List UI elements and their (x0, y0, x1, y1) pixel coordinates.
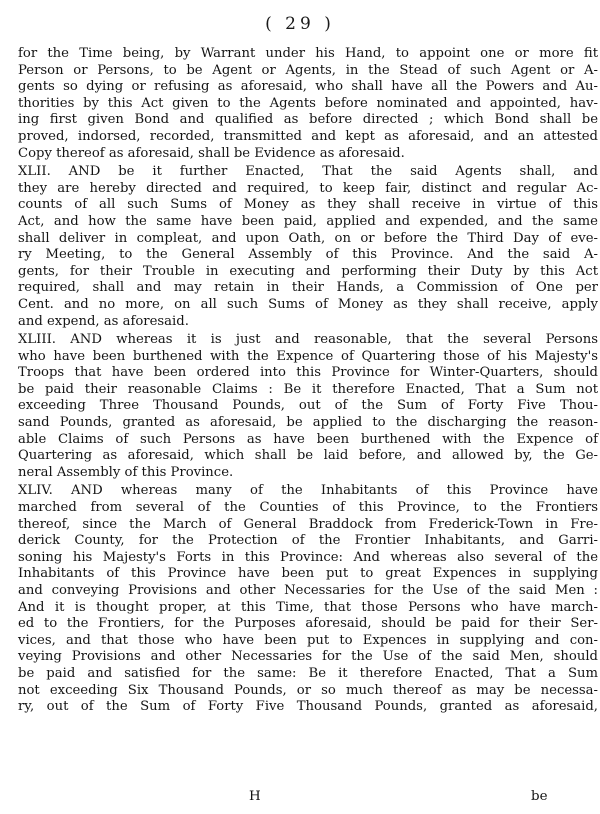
text-line: Quartering as aforesaid, which shall be laid before, and allowed by, the Ge- (18, 448, 598, 464)
catchword: be (531, 789, 548, 804)
text-line: thereof, since the March of General Braddock from Frederick-Town in Fre- (18, 516, 598, 532)
text-line: be paid and satisfied for the same: Be it therefore Enacted, That a Sum (18, 665, 598, 681)
text-line: XLIV. AND whereas many of the Inhabitants of this Province have (18, 483, 598, 499)
text-line: vices, and that those who have been put to Expences in supplying and con- (18, 632, 598, 648)
text-line: able Claims of such Persons as have been burthened with the Expence of (18, 431, 598, 447)
text-line: XLII. AND be it further Enacted, That the said Agents shall, and (18, 164, 598, 180)
text-line: counts of all such Sums of Money as they shall receive in virtue of this (18, 197, 598, 213)
text-line: XLIII. AND whereas it is just and reasonable, that the several Persons (18, 332, 598, 348)
text-line: who have been burthened with the Expence of Quartering those of his Majesty's (18, 348, 598, 364)
text-line: soning his Majesty's Forts in this Province: And whereas also several of the (18, 549, 598, 565)
text-line: And it is thought proper, at this Time, that those Persons who have march- (18, 599, 598, 615)
text-line: Inhabitants of this Province have been put to great Expences in supplying (18, 566, 598, 582)
text-line: Troops that have been ordered into this Province for Winter-Quarters, should (18, 365, 598, 381)
text-line: they are hereby directed and required, to keep fair, distinct and regular Ac- (18, 180, 598, 196)
text-line: sand Pounds, granted as aforesaid, be applied to the discharging the reason- (18, 415, 598, 431)
text-line: veying Provisions and other Necessaries for the Use of the said Men, should (18, 649, 598, 665)
text-line: neral Assembly of this Province. (18, 464, 234, 480)
text-line: required, shall and may retain in their Hands, a Commission of One per (18, 280, 598, 296)
text-line: gents, for their Trouble in executing and performing their Duty by this Act (18, 263, 598, 279)
text-line: Copy thereof as aforesaid, shall be Evidence as aforesaid. (18, 145, 405, 161)
text-line: Cent. and no more, on all such Sums of Money as they shall receive, apply (18, 296, 598, 312)
text-line: proved, indorsed, recorded, transmitted and kept as aforesaid, and an attested (18, 128, 598, 144)
text-line: ing first given Bond and qualified as before directed ; which Bond shall be (18, 112, 598, 128)
text-line: thorities by this Act given to the Agents before nominated and appointed, hav- (18, 95, 598, 111)
signature-mark: H (249, 789, 261, 804)
text-line: not exceeding Six Thousand Pounds, or so much thereof as may be necessa- (18, 682, 598, 698)
text-line: and expend, as aforesaid. (18, 313, 189, 329)
page-number: ( 29 ) (265, 14, 335, 34)
text-line: Person or Persons, to be Agent or Agents, in the Stead of such Agent or A- (18, 62, 598, 78)
text-line: Act, and how the same have been paid, applied and expended, and the same (18, 213, 598, 229)
text-line: shall deliver in compleat, and upon Oath, on or before the Third Day of eve- (18, 230, 598, 246)
text-line: derick County, for the Protection of the Frontier Inhabitants, and Garri- (18, 533, 598, 549)
text-line: exceeding Three Thousand Pounds, out of the Sum of Forty Five Thou- (18, 398, 598, 414)
text-line: gents so dying or refusing as aforesaid, who shall have all the Powers and Au- (18, 79, 598, 95)
body-text (18, 46, 598, 716)
text-line: be paid their reasonable Claims : Be it therefore Enacted, That a Sum not (18, 381, 598, 397)
text-line: ry, out of the Sum of Forty Five Thousand Pounds, granted as aforesaid, (18, 699, 598, 715)
text-line: marched from several of the Counties of this Province, to the Frontiers (18, 500, 598, 516)
text-line: for the Time being, by Warrant under his Hand, to appoint one or more fit (18, 46, 598, 61)
text-line: ry Meeting, to the General Assembly of this Province. And the said A- (18, 247, 598, 263)
text-line: and conveying Provisions and other Necessaries for the Use of the said Men : (18, 583, 598, 598)
text-line: ed to the Frontiers, for the Purposes aforesaid, should be paid for their Ser- (18, 616, 598, 632)
